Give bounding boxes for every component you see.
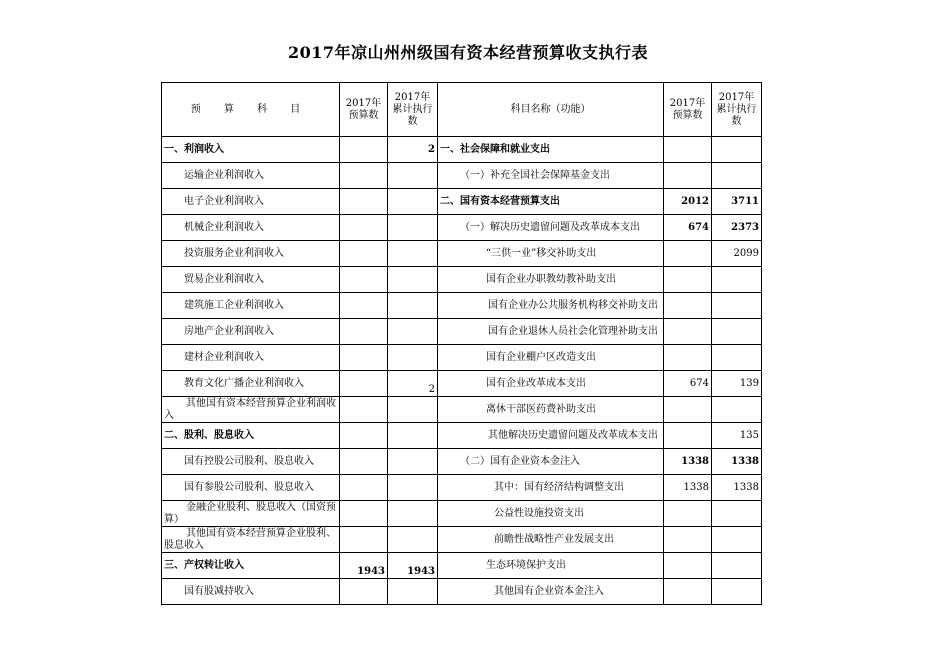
right-budget: 2012 (664, 189, 712, 215)
right-budget: 1338 (664, 449, 712, 475)
left-actual: 1943 (388, 553, 438, 579)
right-item: 国有企业棚户区改造支出 (438, 345, 664, 371)
left-actual (388, 475, 438, 501)
right-item: 国有企业办公共服务机构移交补助支出 (438, 293, 664, 319)
table-row (162, 293, 762, 319)
left-actual (388, 527, 438, 553)
right-budget: 674 (664, 371, 712, 397)
right-budget (664, 553, 712, 579)
left-item: 教育文化广播企业利润收入 (162, 371, 340, 397)
left-budget: 1943 (340, 553, 388, 579)
left-actual (388, 397, 438, 423)
left-budget (340, 527, 388, 553)
table-row (162, 579, 762, 605)
table-row (162, 267, 762, 293)
left-budget (340, 267, 388, 293)
left-item: 建筑施工企业利润收入 (162, 293, 340, 319)
left-budget (340, 397, 388, 423)
header-right-budget: 2017年预算数 (664, 83, 712, 137)
right-actual: 2373 (712, 215, 762, 241)
left-item: 二、股利、股息收入 (162, 423, 340, 449)
table-row (162, 345, 762, 371)
left-item: 一、利润收入 (162, 137, 340, 163)
left-budget (340, 163, 388, 189)
table-row (162, 527, 762, 553)
right-actual (712, 267, 762, 293)
right-item: 离休干部医药费补助支出 (438, 397, 664, 423)
right-actual (712, 397, 762, 423)
header-left-actual: 2017年累计执行数 (388, 83, 438, 137)
left-budget (340, 215, 388, 241)
right-actual (712, 345, 762, 371)
right-budget (664, 397, 712, 423)
right-item: 二、国有资本经营预算支出 (438, 189, 664, 215)
left-item: 投资服务企业利润收入 (162, 241, 340, 267)
right-budget (664, 423, 712, 449)
table-row (162, 475, 762, 501)
table-row (162, 137, 762, 163)
right-item: （一）解决历史遗留问题及改革成本支出 (438, 215, 664, 241)
table-row (162, 501, 762, 527)
right-item: 国有企业退休人员社会化管理补助支出 (438, 319, 664, 345)
left-budget (340, 189, 388, 215)
right-actual: 2099 (712, 241, 762, 267)
left-budget (340, 501, 388, 527)
left-budget (340, 293, 388, 319)
right-item: （二）国有企业资本金注入 (438, 449, 664, 475)
right-actual: 1338 (712, 475, 762, 501)
left-actual: 2 (388, 371, 438, 397)
left-item: 国有参股公司股利、股息收入 (162, 475, 340, 501)
right-budget (664, 527, 712, 553)
left-budget (340, 345, 388, 371)
table-row (162, 371, 762, 397)
right-actual: 139 (712, 371, 762, 397)
right-item: 其中：国有经济结构调整支出 (438, 475, 664, 501)
right-actual (712, 137, 762, 163)
table-row (162, 241, 762, 267)
left-actual (388, 579, 438, 605)
left-actual (388, 215, 438, 241)
right-item: 国有企业改革成本支出 (438, 371, 664, 397)
right-actual (712, 501, 762, 527)
right-item: “三供一业”移交补助支出 (438, 241, 664, 267)
left-budget (340, 579, 388, 605)
right-item: 前瞻性战略性产业发展支出 (438, 527, 664, 553)
left-item: 国有股减持收入 (162, 579, 340, 605)
left-budget (340, 137, 388, 163)
left-budget (340, 241, 388, 267)
left-item: 其他国有资本经营预算企业股利、股息收入 (162, 527, 340, 553)
right-item: 其他解决历史遗留问题及改革成本支出 (438, 423, 664, 449)
right-actual (712, 163, 762, 189)
left-actual (388, 423, 438, 449)
left-item: 机械企业利润收入 (162, 215, 340, 241)
left-actual (388, 267, 438, 293)
left-item: 三、产权转让收入 (162, 553, 340, 579)
left-actual (388, 163, 438, 189)
right-budget: 1338 (664, 475, 712, 501)
budget-table (161, 82, 762, 605)
right-actual: 1338 (712, 449, 762, 475)
right-budget (664, 241, 712, 267)
left-actual (388, 189, 438, 215)
right-actual (712, 319, 762, 345)
left-budget (340, 423, 388, 449)
right-item: 生态环境保护支出 (438, 553, 664, 579)
left-budget (340, 449, 388, 475)
left-item: 运输企业利润收入 (162, 163, 340, 189)
left-actual (388, 449, 438, 475)
right-budget (664, 293, 712, 319)
left-actual (388, 345, 438, 371)
table-row (162, 397, 762, 423)
table-row (162, 215, 762, 241)
header-left-budget: 2017年预算数 (340, 83, 388, 137)
right-budget (664, 345, 712, 371)
left-item: 金融企业股利、股息收入（国资预算） (162, 501, 340, 527)
right-item: 国有企业办职教幼教补助支出 (438, 267, 664, 293)
header-right-name: 科目名称（功能） (438, 83, 664, 137)
right-actual: 3711 (712, 189, 762, 215)
right-actual (712, 553, 762, 579)
left-item: 国有控股公司股利、股息收入 (162, 449, 340, 475)
left-actual: 2 (388, 137, 438, 163)
table-row (162, 189, 762, 215)
right-actual: 135 (712, 423, 762, 449)
right-budget (664, 137, 712, 163)
right-budget (664, 319, 712, 345)
report-title: 2017年凉山州州级国有资本经营预算收支执行表 (287, 43, 649, 62)
left-actual (388, 319, 438, 345)
right-budget: 674 (664, 215, 712, 241)
left-budget (340, 371, 388, 397)
table-row (162, 163, 762, 189)
left-item: 贸易企业利润收入 (162, 267, 340, 293)
right-item: 其他国有企业资本金注入 (438, 579, 664, 605)
left-actual (388, 241, 438, 267)
left-budget (340, 319, 388, 345)
left-actual (388, 293, 438, 319)
right-budget (664, 501, 712, 527)
right-budget (664, 163, 712, 189)
right-item: （一）补充全国社会保障基金支出 (438, 163, 664, 189)
table-header-row (162, 83, 762, 137)
right-item: 一、社会保障和就业支出 (438, 137, 664, 163)
table-row (162, 553, 762, 579)
right-actual (712, 579, 762, 605)
left-item: 房地产企业利润收入 (162, 319, 340, 345)
header-left-name: 预 算 科 目 (162, 83, 340, 137)
left-item: 其他国有资本经营预算企业利润收入 (162, 397, 340, 423)
right-actual (712, 293, 762, 319)
right-budget (664, 267, 712, 293)
right-actual (712, 527, 762, 553)
header-right-actual: 2017年累计执行数 (712, 83, 762, 137)
left-item: 电子企业利润收入 (162, 189, 340, 215)
right-budget (664, 579, 712, 605)
left-actual (388, 501, 438, 527)
table-row (162, 423, 762, 449)
left-item: 建材企业利润收入 (162, 345, 340, 371)
left-budget (340, 475, 388, 501)
table-row (162, 449, 762, 475)
table-row (162, 319, 762, 345)
right-item: 公益性设施投资支出 (438, 501, 664, 527)
